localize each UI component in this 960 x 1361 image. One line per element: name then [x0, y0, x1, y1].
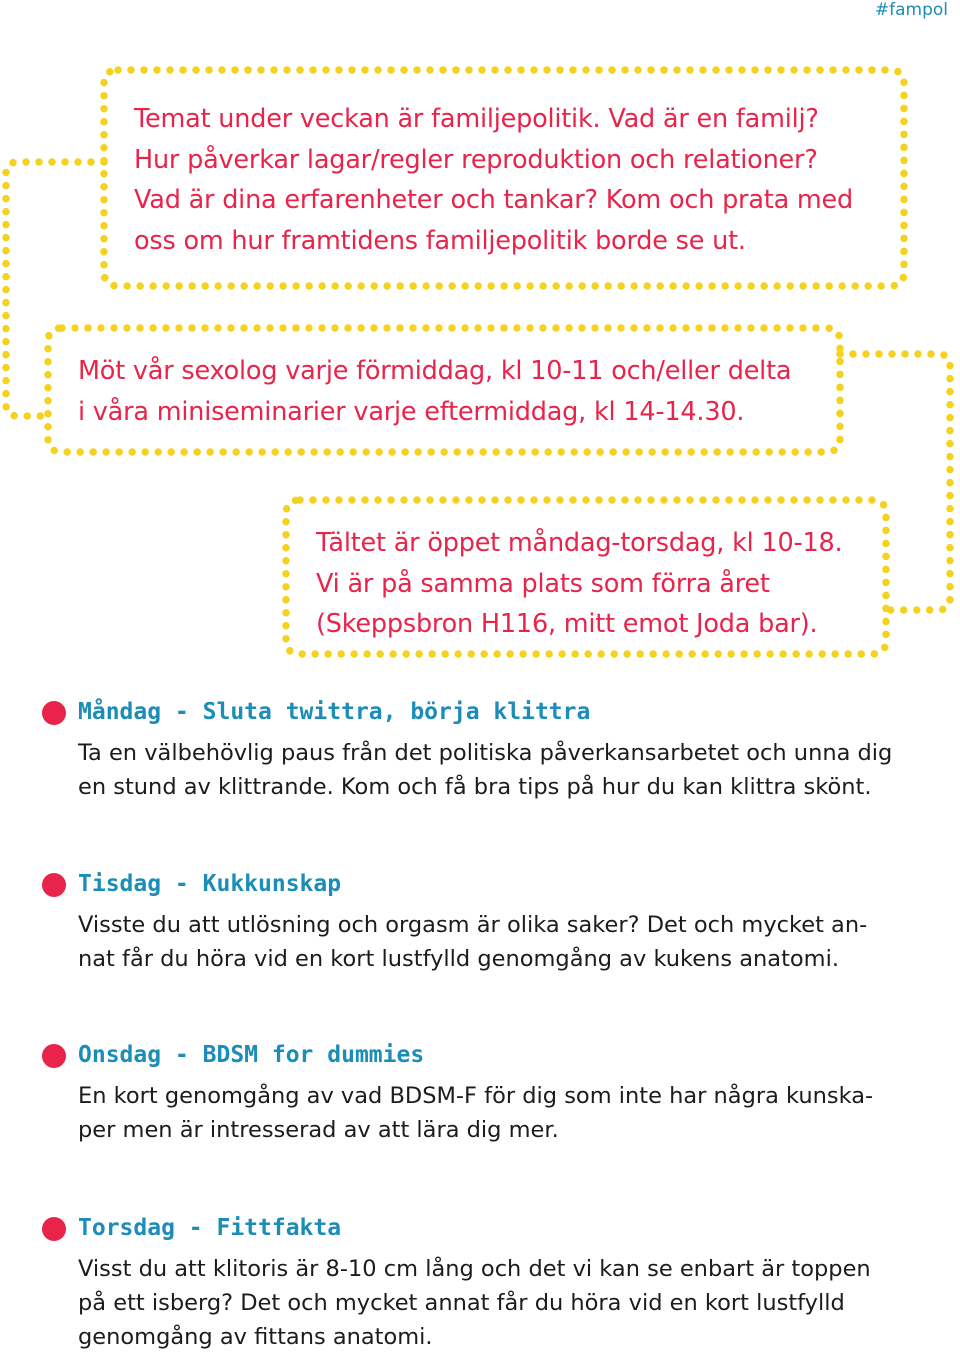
session-heading: Onsdag - BDSM for dummies: [78, 1042, 425, 1068]
intro-box-3-text: [316, 523, 842, 645]
intro-box-1-text: [134, 99, 853, 261]
bullet-dot-icon: [42, 1044, 66, 1068]
description-line: på ett isberg? Det och mycket annat får du höra vid en kort lustfylld: [78, 1290, 845, 1316]
description-line: genomgång av fittans anatomi.: [78, 1324, 433, 1350]
session-heading: Torsdag - Fittfakta: [78, 1215, 342, 1241]
session-description: [78, 736, 948, 804]
bullet-dot-icon: [42, 701, 66, 725]
bullet-dot-icon: [42, 1217, 66, 1241]
session-description: [78, 1252, 948, 1354]
description-line: Visste du att utlösning och orgasm är olika saker? Det och mycket an-: [78, 912, 868, 938]
description-line: per men är intresserad av att lära dig mer.: [78, 1117, 559, 1143]
intro-line: Hur påverkar lagar/regler reproduktion och relationer?: [134, 144, 818, 175]
intro-line: oss om hur framtidens familjepolitik borde se ut.: [134, 225, 746, 256]
intro-line: i våra miniseminarier varje eftermiddag, kl 14-14.30.: [78, 396, 745, 427]
frame-connector-right: [840, 354, 950, 610]
description-line: nat får du höra vid en kort lustfylld genomgång av kukens anatomi.: [78, 946, 839, 972]
session-heading: Tisdag - Kukkunskap: [78, 871, 342, 897]
intro-line: Möt vår sexolog varje förmiddag, kl 10-11 och/eller delta: [78, 356, 792, 386]
intro-line: (Skeppsbron H116, mitt emot Joda bar).: [316, 609, 818, 639]
session-description: [78, 1079, 948, 1147]
session-heading: Måndag - Sluta twittra, börja klittra: [78, 699, 591, 725]
intro-line: Tältet är öppet måndag-torsdag, kl 10-18.: [316, 528, 843, 558]
hashtag: #fampol: [874, 0, 948, 20]
description-line: En kort genomgång av vad BDSM-F för dig som inte har några kunska-: [78, 1083, 874, 1109]
description-line: Ta en välbehövlig paus från det politiska påverkansarbetet och unna dig: [78, 740, 893, 766]
intro-line: Vad är dina erfarenheter och tankar? Kom och prata med: [134, 185, 854, 215]
session-description: [78, 908, 948, 976]
description-line: en stund av klittrande. Kom och få bra tips på hur du kan klittra skönt.: [78, 774, 872, 800]
intro-box-2-text: [78, 351, 791, 432]
intro-line: Vi är på samma plats som förra året: [316, 568, 770, 599]
intro-line: Temat under veckan är familjepolitik. Vad är en familj?: [134, 104, 819, 134]
bullet-dot-icon: [42, 873, 66, 897]
description-line: Visst du att klitoris är 8-10 cm lång och det vi kan se enbart är toppen: [78, 1256, 871, 1282]
